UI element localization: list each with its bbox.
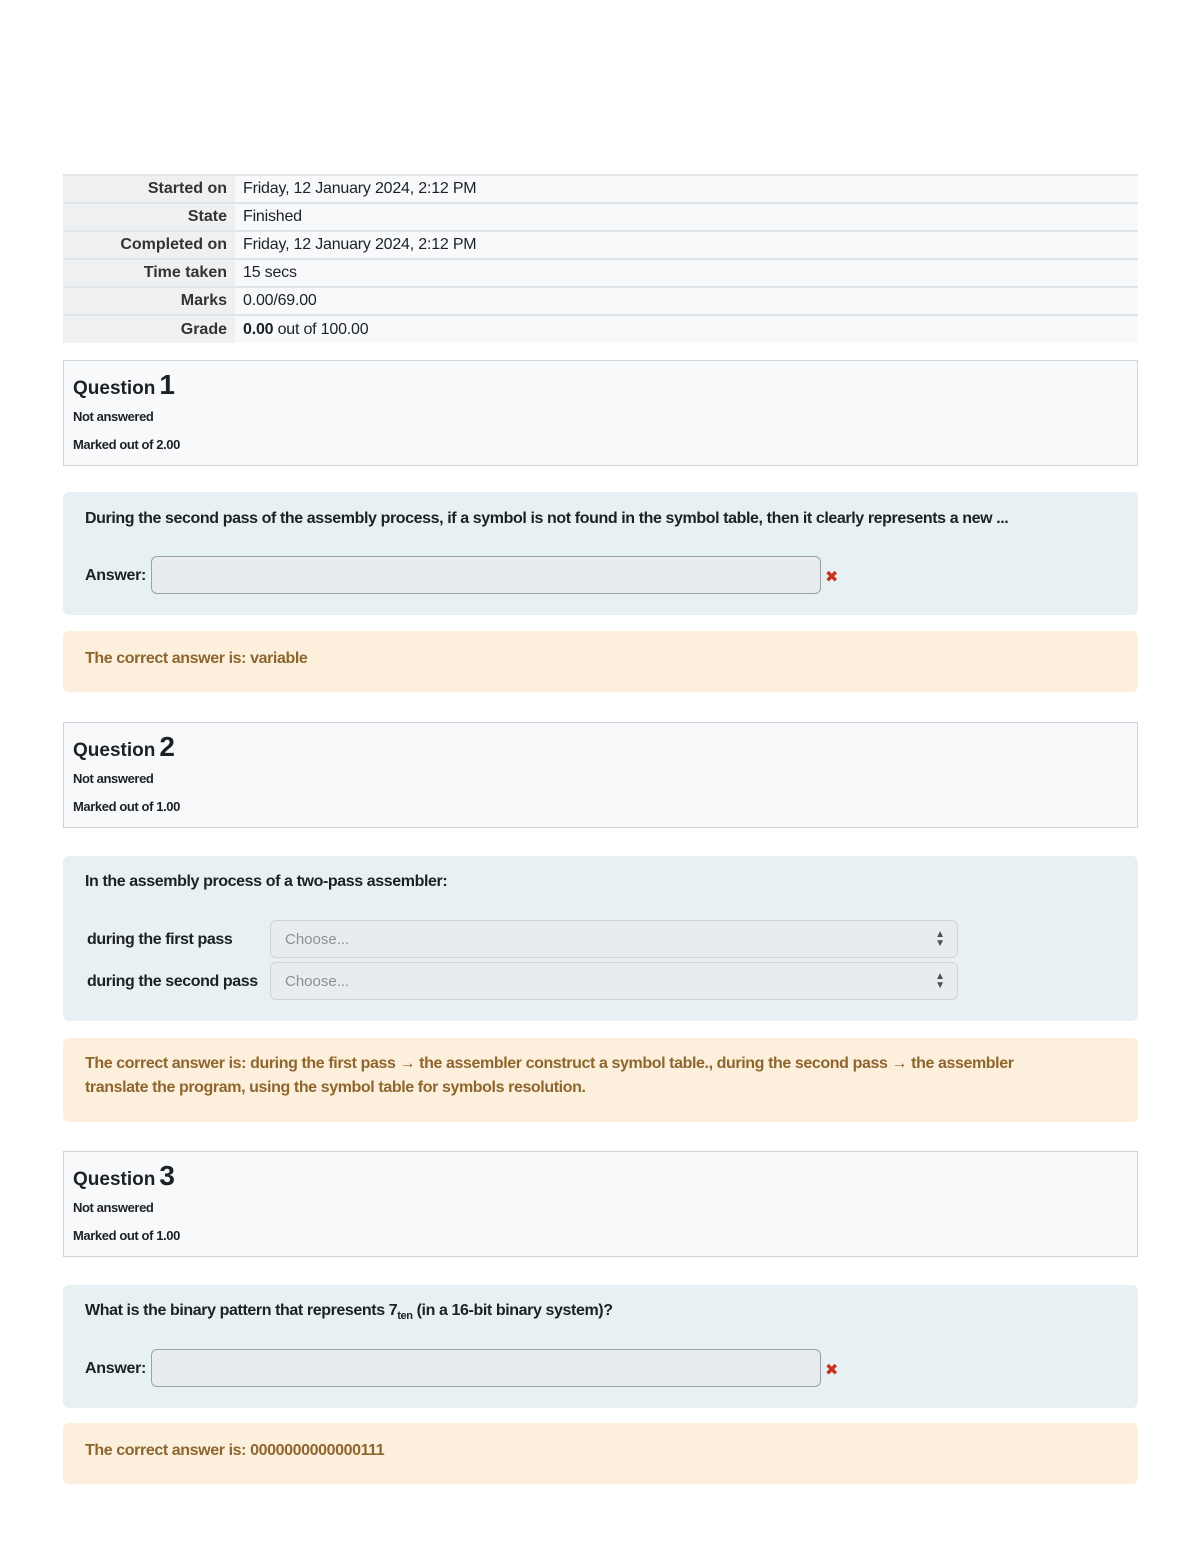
summary-label: State [63, 203, 235, 231]
subscript-ten: ten [397, 1310, 413, 1323]
question-feedback-3 [63, 1423, 1138, 1484]
question-state: Not answered [73, 409, 154, 424]
match-label-first-pass: during the first pass [87, 931, 233, 948]
question-formulation-2 [63, 856, 1138, 1021]
summary-label: Completed on [63, 231, 235, 259]
correct-answer-text: The correct answer is: variable [85, 650, 308, 667]
question-prefix: Question [73, 378, 156, 399]
question-feedback-2 [63, 1038, 1138, 1122]
question-text: During the second pass of the assembly process, if a symbol is not found in the symbol table, then it clearly represents a new ... [85, 510, 1009, 527]
summary-label: Time taken [63, 259, 235, 287]
question-grade: Marked out of 1.00 [73, 1228, 180, 1243]
match-select-second-pass[interactable] [270, 962, 958, 1000]
question-prefix: Question [73, 1169, 156, 1190]
question-formulation-3 [63, 1285, 1138, 1408]
select-arrows-icon: ▲ ▼ [935, 971, 945, 991]
question-state: Not answered [73, 1200, 154, 1215]
summary-row-marks [63, 287, 1138, 315]
answer-label: Answer: [85, 567, 147, 584]
question-number [73, 731, 175, 763]
summary-label: Started on [63, 175, 235, 203]
select-arrows-icon: ▲ ▼ [935, 929, 945, 949]
question-text: What is the binary pattern that represents $7_{ten}$ (in a 16-bit binary system)? [85, 1302, 613, 1323]
grade-out-of: out of 100.00 [273, 320, 369, 338]
summary-row-started [63, 175, 1138, 203]
summary-label: Grade [63, 315, 235, 343]
question-number-value: 3 [159, 1160, 175, 1191]
summary-row-time [63, 259, 1138, 287]
answer-label: Answer: [85, 1360, 147, 1377]
summary-value: 15 secs [235, 259, 1138, 287]
question-state: Not answered [73, 771, 154, 786]
question-number [73, 1160, 175, 1192]
incorrect-icon: ✖ [825, 569, 839, 586]
question-grade: Marked out of 2.00 [73, 437, 180, 452]
select-placeholder: Choose... [285, 931, 350, 948]
answer-input[interactable] [151, 1349, 821, 1387]
question-number-value: 2 [159, 731, 175, 762]
question-info-1 [63, 360, 1138, 466]
attempt-summary-table [63, 174, 1138, 343]
summary-row-state [63, 203, 1138, 231]
grade-score: 0.00 [243, 320, 274, 338]
question-number [73, 369, 175, 401]
summary-row-completed [63, 231, 1138, 259]
match-select-first-pass[interactable] [270, 920, 958, 958]
select-placeholder: Choose... [285, 973, 350, 990]
summary-value: 0.00/69.00 [235, 287, 1138, 315]
question-number-value: 1 [159, 369, 175, 400]
correct-answer-text: The correct answer is: during the first pass → the assembler construct a symbol table., during the second pass → the assembler translate the program, using the symbol table for symbols resolution. [85, 1055, 1014, 1096]
question-feedback-1 [63, 631, 1138, 692]
question-formulation-1 [63, 492, 1138, 615]
answer-input[interactable] [151, 556, 821, 594]
question-info-2 [63, 722, 1138, 828]
question-info-3 [63, 1151, 1138, 1257]
summary-value: Friday, 12 January 2024, 2:12 PM [235, 175, 1138, 203]
summary-value: Friday, 12 January 2024, 2:12 PM [235, 231, 1138, 259]
question-prefix: Question [73, 740, 156, 761]
summary-value: Finished [235, 203, 1138, 231]
match-label-second-pass: during the second pass [87, 973, 258, 990]
summary-value [235, 315, 1138, 343]
summary-row-grade [63, 315, 1138, 343]
correct-answer-text: The correct answer is: 0000000000000111 [85, 1442, 385, 1459]
incorrect-icon: ✖ [825, 1362, 839, 1379]
question-grade: Marked out of 1.00 [73, 799, 180, 814]
question-text: In the assembly process of a two-pass assembler: [85, 873, 448, 890]
summary-label: Marks [63, 287, 235, 315]
